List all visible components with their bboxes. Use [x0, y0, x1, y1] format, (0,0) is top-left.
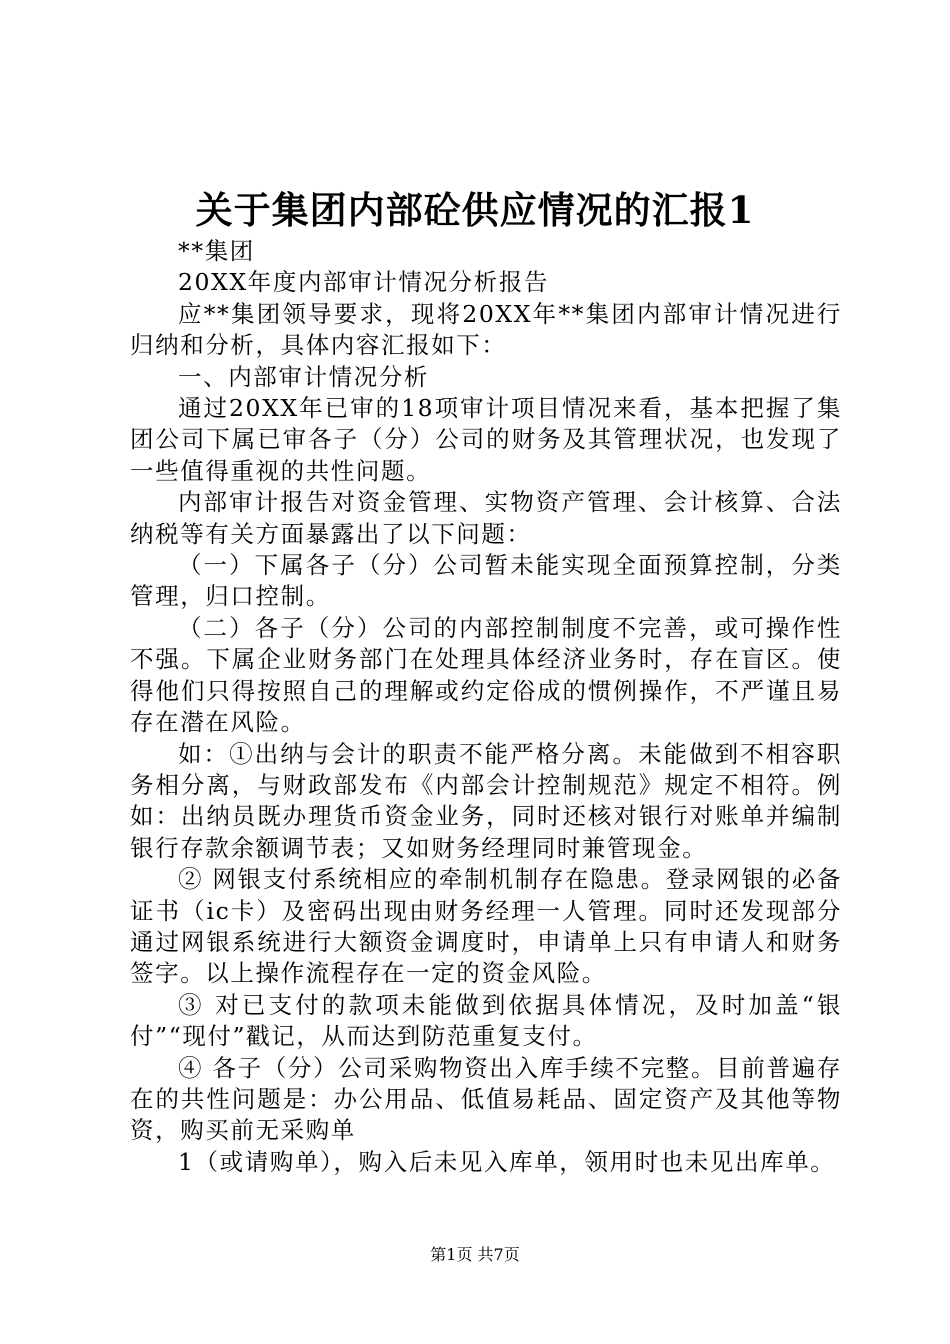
paragraph-example-3: ③ 对已支付的款项未能做到依据具体情况，及时加盖“银付”“现付”戳记，从而达到防范重复支付。 [130, 990, 842, 1051]
paragraph-org: **集团 [178, 237, 255, 265]
paragraph-intro: 应**集团领导要求，现将20XX年**集团内部审计情况进行归纳和分析，具体内容汇报如下： [130, 299, 842, 360]
paragraph-example-4: ④ 各子（分）公司采购物资出入库手续不完整。目前普遍存在的共性问题是：办公用品、低值易耗品、固定资产及其他等物资，购买前无采购单 [130, 1053, 842, 1145]
paragraph-issue-1: （一）下属各子（分）公司暂未能实现全面预算控制，分类管理，归口控制。 [130, 551, 842, 611]
paragraph-example-4-cont: 1（或请购单），购入后未见入库单，领用时也未见出库单。 [178, 1147, 836, 1176]
paragraph-report-name: 20XX年度内部审计情况分析报告 [178, 268, 549, 297]
document-body [130, 236, 842, 1178]
paragraph-overview: 通过20XX年已审的18项审计项目情况来看，基本把握了集团公司下属已审各子（分）公司的财务及其管理状况，也发现了一些值得重视的共性问题。 [130, 394, 842, 485]
paragraph-example-2: ② 网银支付系统相应的牵制机制存在隐患。登录网银的必备证书（ic卡）及密码出现由财务经理一人管理。同时还发现部分通过网银系统进行大额资金调度时，申请单上只有申请人和财务签字。以上操作流程存在一定的资金风险。 [130, 865, 842, 988]
paragraph-example-1: 如：①出纳与会计的职责不能严格分离。未能做到不相容职务相分离，与财政部发布《内部会计控制规范》规定不相符。例如：出纳员既办理货币资金业务，同时还核对银行对账单并编制银行存款余额调节表；又如财务经理同时兼管现金。 [130, 739, 842, 862]
paragraph-issue-2: （二）各子（分）公司的内部控制制度不完善，或可操作性不强。下属企业财务部门在处理具体经济业务时，存在盲区。使得他们只得按照自己的理解或约定俗成的惯例操作，不严谨且易存在潜在风险。 [130, 613, 842, 737]
document-title: 关于集团内部砼供应情况的汇报1 [195, 188, 755, 232]
paragraph-issues-intro: 内部审计报告对资金管理、实物资产管理、会计核算、合法纳税等有关方面暴露出了以下问题： [130, 488, 842, 548]
section-heading-1: 一、内部审计情况分析 [178, 362, 429, 391]
page-footer: 第1页 共7页 [430, 1245, 520, 1264]
